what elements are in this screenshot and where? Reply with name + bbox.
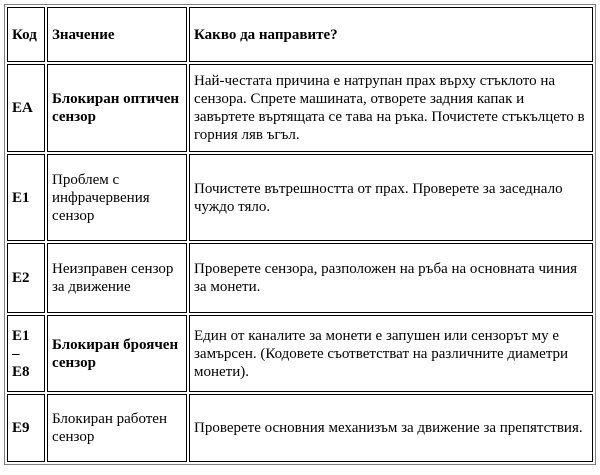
row-action: Проверете сензора, разположен на ръба на основната чиния за монети.	[189, 243, 593, 313]
row-action: Почистете вътрешността от прах. Проверете за заседнало чуждо тяло.	[189, 154, 593, 241]
row-meaning: Блокиран оптичен сензор	[47, 64, 187, 152]
header-code: Код	[7, 7, 45, 62]
table-row	[7, 64, 593, 152]
row-action: Един от каналите за монети е запушен или сензорът му е замърсен. (Кодовете съответстват на различните диаметри монети).	[189, 315, 593, 392]
row-meaning: Проблем с инфрачервения сензор	[47, 154, 187, 241]
row-code: EA	[7, 64, 45, 152]
error-codes-table	[4, 4, 596, 465]
row-code: E1	[7, 154, 45, 241]
row-meaning: Блокиран работен сензор	[47, 394, 187, 462]
row-code: E9	[7, 394, 45, 462]
table-row	[7, 154, 593, 241]
table-header-row	[7, 7, 593, 62]
row-meaning: Неизправен сензор за движение	[47, 243, 187, 313]
table-row	[7, 315, 593, 392]
row-action: Най-честата причина е натрупан прах върху стъклото на сензора. Спрете машината, отворете задния капак и завъртете въртящата се тава на ръка. Почистете стъкълцето в горния ляв ъгъл.	[189, 64, 593, 152]
row-action: Проверете основния механизъм за движение за препятствия.	[189, 394, 593, 462]
row-code: E2	[7, 243, 45, 313]
header-action: Какво да направите?	[189, 7, 593, 62]
table-row	[7, 243, 593, 313]
row-meaning: Блокиран броячен сензор	[47, 315, 187, 392]
table-row	[7, 394, 593, 462]
row-code: E1 – E8	[7, 315, 45, 392]
header-meaning: Значение	[47, 7, 187, 62]
